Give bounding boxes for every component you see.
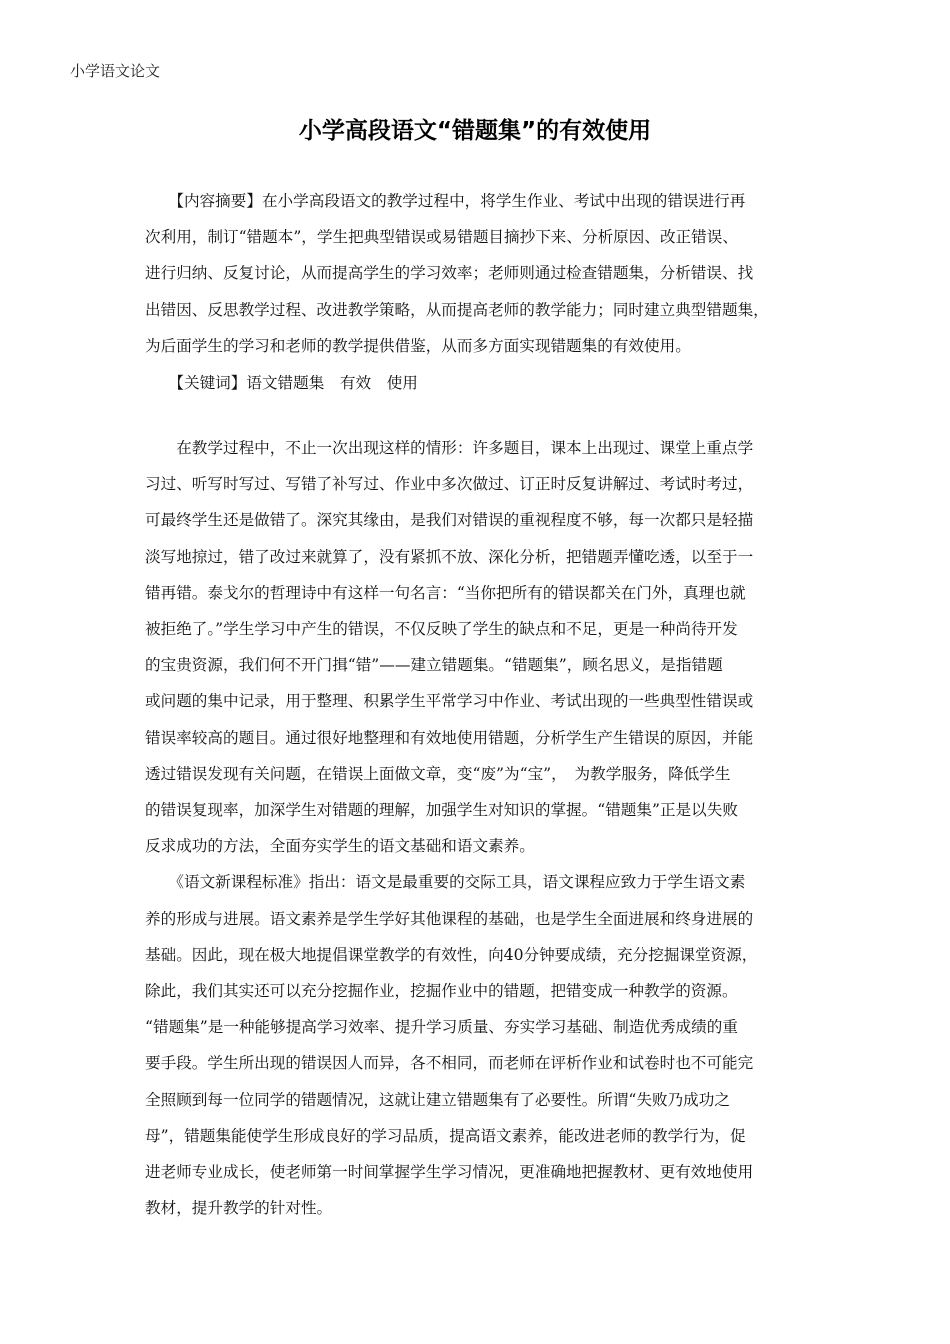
- abstract-section: [145, 183, 825, 364]
- text-line: 为后面学生的学习和老师的教学提供借鉴，从而多方面实现错题集的有效使用。: [145, 336, 691, 355]
- text-line: 《语文新课程标准》指出：语文是最重要的交际工具，语文课程应致力于学生语文素: [145, 873, 746, 892]
- text-line: 可最终学生还是做错了。深究其缘由，是我们对错误的重视程度不够，每一次都只是轻描: [145, 511, 754, 530]
- text-line: 母”，错题集能使学生形成良好的学习品质，提高语文素养，能改进老师的教学行为，促: [145, 1126, 746, 1145]
- text-line: 的错误复现率，加深学生对错题的理解，加强学生对知识的掌握。“错题集”正是以失败: [145, 801, 738, 820]
- text-line: 淡写地掠过，错了改过来就算了，没有紧抓不放、深化分析，把错题弄懂吃透，以至于一: [145, 547, 754, 566]
- page-title: 小学高段语文“错题集”的有效使用: [298, 118, 652, 144]
- text-line: 被拒绝了。”学生学习中产生的错误，不仅反映了学生的缺点和不足，更是一种尚待开发: [145, 620, 738, 639]
- text-line: 的宝贵资源，我们何不开门揖“错”——建立错题集。“错题集”，顾名思义，是指错题: [145, 656, 723, 675]
- text-line: 习过、听写时写过、写错了补写过、作业中多次做过、订正时反复讲解过、考试时考过，: [145, 475, 754, 494]
- keywords-text: 【关键词】语文错题集 有效 使用: [145, 374, 418, 392]
- text-line: 教材，提升教学的针对性。: [145, 1199, 333, 1218]
- text-line: 全照顾到每一位同学的错题情况，这就让建立错题集有了必要性。所谓“失败乃成功之: [145, 1090, 730, 1109]
- text-line: 要手段。学生所出现的错误因人而异，各不相同，而老师在评析作业和试卷时也不可能完: [145, 1054, 754, 1073]
- text-line: 除此，我们其实还可以充分挖掘作业，挖掘作业中的错题，把错变成一种教学的资源。: [145, 982, 738, 1001]
- text-line: 进老师专业成长，使老师第一时间掌握学生学习情况，更准确地把握教材、更有效地使用: [145, 1163, 754, 1182]
- text-line: 次利用，制订“错题本”，学生把典型错误或易错题目摘抄下来、分析原因、改正错误、: [145, 228, 738, 247]
- text-line: 错误率较高的题目。通过很好地整理和有效地使用错题，分析学生产生错误的原因，并能: [145, 728, 754, 747]
- text-line: 或问题的集中记录，用于整理、积累学生平常学习中作业、考试出现的一些典型性错误或: [145, 692, 754, 711]
- text-line: 在教学过程中，不止一次出现这样的情形：许多题目，课本上出现过、课堂上重点学: [145, 439, 754, 457]
- text-line: 出错因、反思教学过程、改进教学策略，从而提高老师的教学能力；同时建立典型错题集，: [145, 300, 769, 319]
- document-header-label: 小学语文论文: [70, 62, 161, 80]
- text-line: 进行归纳、反复讨论，从而提高学生的学习效率；老师则通过检查错题集，分析错误、找: [145, 264, 754, 283]
- text-line: 反求成功的方法，全面夯实学生的语文基础和语文素养。: [145, 837, 535, 856]
- text-line: 透过错误发现有关问题，在错误上面做文章，变“废”为“宝”， 为教学服务，降低学生: [145, 764, 731, 783]
- text-line: 基础。因此，现在极大地提倡课堂教学的有效性，向40分钟要成绩，充分挖掘课堂资源，: [145, 945, 758, 964]
- keywords-line: [145, 365, 825, 401]
- text-line: 【内容摘要】在小学高段语文的教学过程中，将学生作业、考试中出现的错误进行再: [145, 192, 746, 210]
- text-line: 养的形成与进展。语文素养是学生学好其他课程的基础，也是学生全面进展和终身进展的: [145, 909, 754, 928]
- text-line: “错题集”是一种能够提高学习效率、提升学习质量、夯实学习基础、制造优秀成绩的重: [145, 1018, 738, 1037]
- main-body-section: [145, 430, 825, 1226]
- text-line: 错再错。泰戈尔的哲理诗中有这样一句名言：“当你把所有的错误都关在门外，真理也就: [145, 583, 746, 602]
